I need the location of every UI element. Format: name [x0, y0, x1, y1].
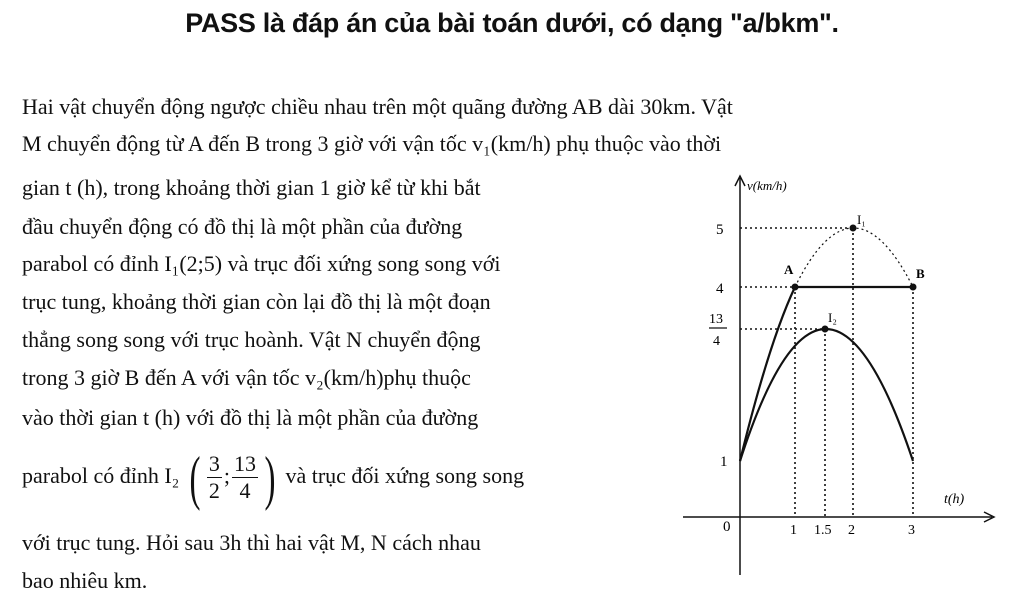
- x-tick-1: 1: [790, 523, 797, 538]
- problem-line-8: trong 3 giờ B đến A với vận tốc v₂(km/h)phụ thuộc: [22, 365, 471, 390]
- problem-line-6: trục tung, khoảng thời gian còn lại đồ thị là một đoạn: [22, 289, 491, 314]
- problem-line-10-start: parabol có đỉnh I₂: [22, 463, 180, 488]
- x-axis-label: t(h): [944, 492, 965, 507]
- right-paren: ): [264, 444, 276, 511]
- label-I1: I₁: [857, 212, 866, 227]
- point-A: [792, 284, 799, 291]
- x-tick-3: 3: [908, 523, 915, 538]
- point-B: [910, 284, 917, 291]
- fraction-numerator: 3: [208, 451, 220, 477]
- fraction-numerator: 13: [233, 451, 256, 477]
- fraction-denominator: 4: [239, 478, 251, 504]
- fraction-denominator: 2: [208, 478, 220, 504]
- semicolon: ;: [223, 463, 230, 488]
- point-I1: [850, 225, 857, 232]
- problem-line-11: với trục tung. Hỏi sau 3h thì hai vật M, N cách nhau: [22, 530, 481, 555]
- x-tick-2: 2: [848, 523, 855, 538]
- problem-line-3: gian t (h), trong khoảng thời gian 1 giờ kể từ khi bắt: [22, 175, 481, 200]
- y-tick-13-4-denominator: 4: [713, 334, 720, 349]
- problem-line-10-end: và trục đối xứng song song: [285, 463, 525, 488]
- problem-line-9: vào thời gian t (h) với đồ thị là một phần của đường: [22, 405, 479, 430]
- y-tick-13-4-numerator: 13: [709, 312, 723, 327]
- y-tick-1: 1: [720, 454, 728, 470]
- problem-line-4: đầu chuyển động có đồ thị là một phần của đường: [22, 214, 463, 239]
- label-A: A: [784, 262, 794, 277]
- page-title: PASS là đáp án của bài toán dưới, có dạng "a/bkm".: [185, 8, 839, 38]
- problem-line-7: thẳng song song với trục hoành. Vật N chuyển động: [22, 327, 481, 352]
- left-paren: (: [189, 444, 201, 511]
- y-tick-4: 4: [716, 281, 724, 297]
- problem-line-12: bao nhiêu km.: [22, 568, 148, 593]
- point-I2: [822, 326, 829, 333]
- parabola-1-dotted: [795, 228, 913, 287]
- label-B: B: [916, 266, 925, 281]
- origin-label: 0: [723, 519, 731, 535]
- v2-parabola: [740, 329, 913, 461]
- y-axis-label: v(km/h): [747, 178, 787, 193]
- label-I2: I₂: [828, 310, 837, 325]
- problem-line-1: Hai vật chuyển động ngược chiều nhau trên một quãng đường AB dài 30km. Vật: [22, 94, 733, 119]
- y-tick-5: 5: [716, 222, 724, 238]
- x-tick-1-5: 1.5: [814, 523, 832, 538]
- problem-line-5: parabol có đỉnh I₁(2;5) và trục đối xứng song song với: [22, 251, 501, 276]
- guide-lines: [740, 228, 913, 517]
- problem-line-2: M chuyển động từ A đến B trong 3 giờ với vận tốc v₁(km/h) phụ thuộc vào thời: [22, 131, 722, 156]
